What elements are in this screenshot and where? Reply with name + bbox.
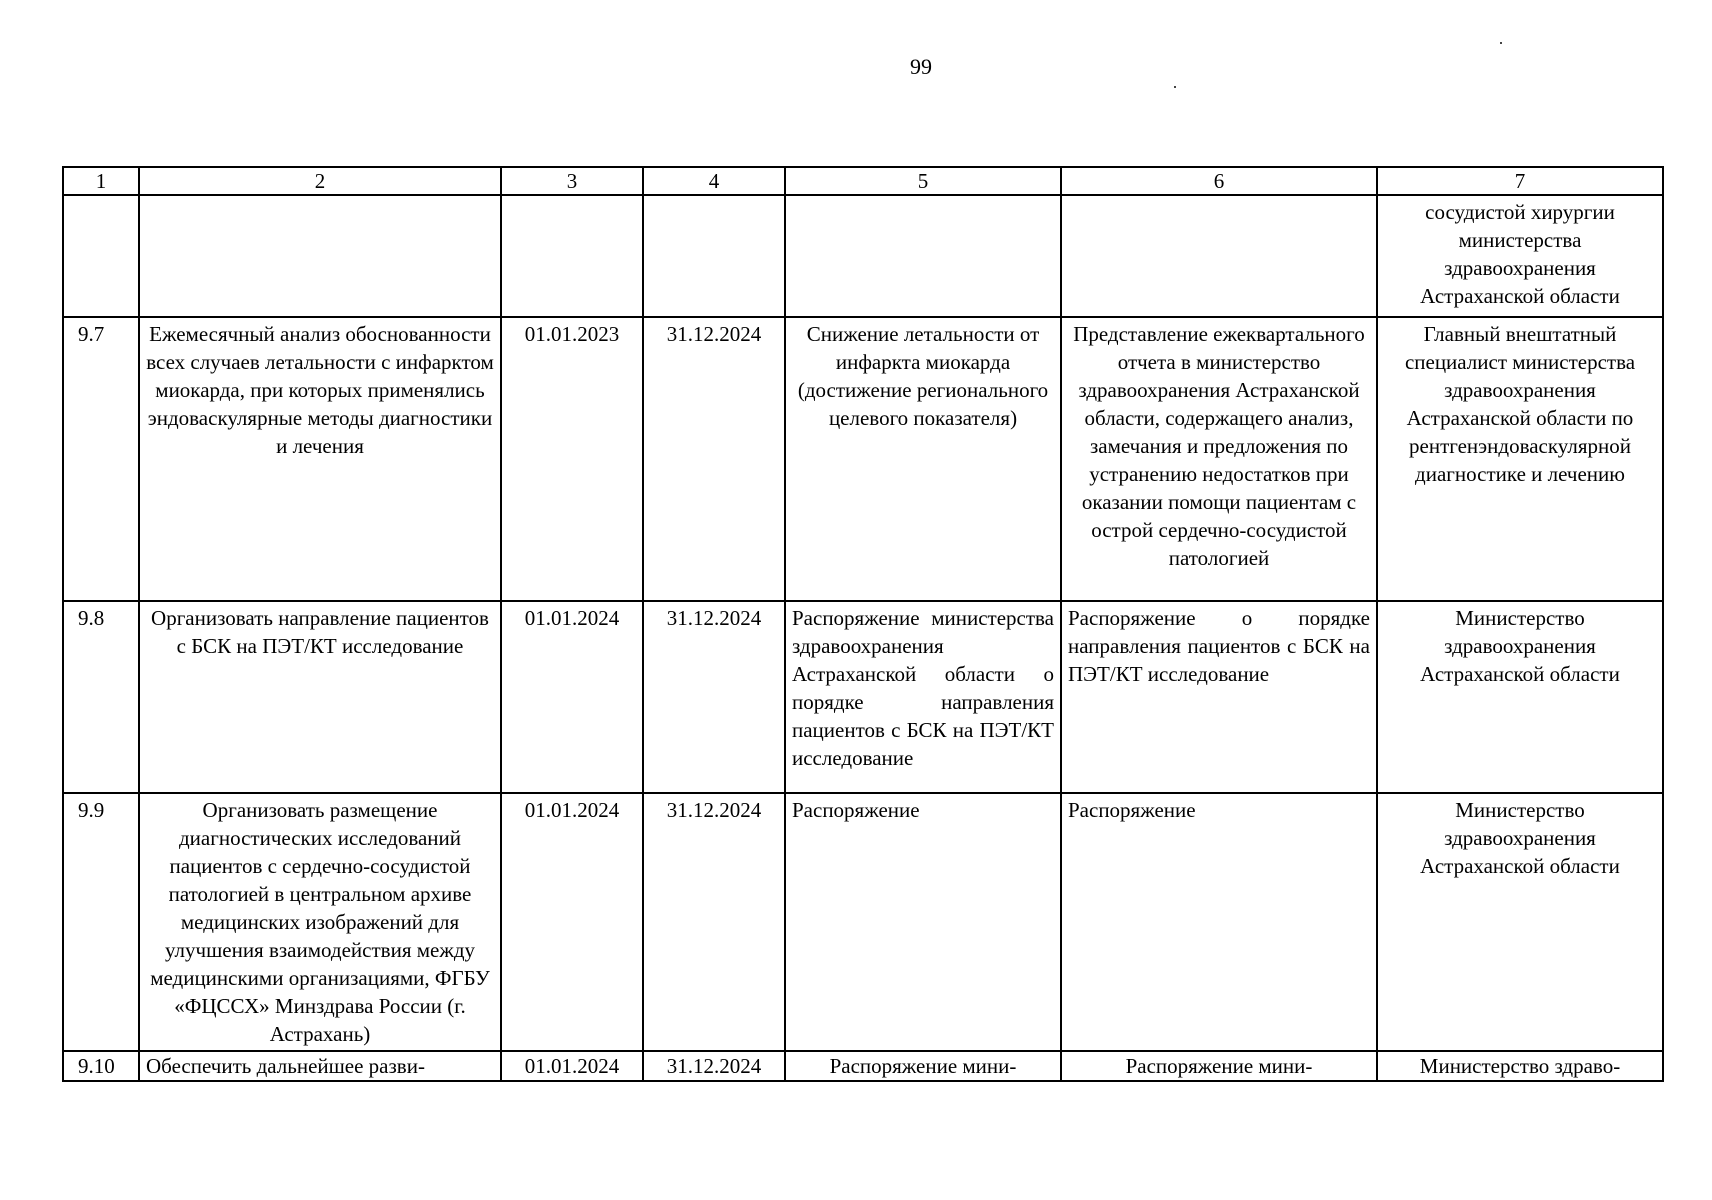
result-cell: Распоряжение: [785, 793, 1061, 1051]
responsible-cell: Главный внештатный специалист министерства здравоохранения Астраханской области по рентгенэндоваскулярной диагностике и лечению: [1377, 317, 1663, 601]
end-date-cell: 31.12.2024: [643, 793, 785, 1051]
empty-cell: [501, 195, 643, 317]
empty-cell: [643, 195, 785, 317]
table-row: [63, 601, 1663, 793]
table-row: [63, 793, 1663, 1051]
column-number-row: [63, 167, 1663, 195]
control-cell: Распоряжение: [1061, 793, 1377, 1051]
column-header-7: 7: [1377, 167, 1663, 195]
end-date-cell: 31.12.2024: [643, 601, 785, 793]
page-number: 99: [910, 54, 932, 79]
start-date-cell: 01.01.2024: [501, 601, 643, 793]
table-row: [63, 1051, 1663, 1081]
continuation-row: [63, 195, 1663, 317]
plan-table: [62, 166, 1664, 1082]
item-number: 9.8: [63, 601, 139, 793]
action-cell: Ежемесячный анализ обоснованности всех случаев летальности с инфарктом миокарда, при которых применялись эндоваскулярные методы диагностики и лечения: [139, 317, 501, 601]
action-cell: Организовать направление пациентов с БСК на ПЭТ/КТ исследование: [139, 601, 501, 793]
result-cell: Снижение летальности от инфаркта миокарда (достижение регионального целевого показателя): [785, 317, 1061, 601]
responsible-cell: сосудистой хирургии министерства здравоохранения Астраханской области: [1377, 195, 1663, 317]
result-cell: Распоряжение министерства здравоохранения Астраханской области о порядке направления пациентов с БСК на ПЭТ/КТ исследование: [785, 601, 1061, 793]
control-cell: Распоряжение мини-: [1061, 1051, 1377, 1081]
empty-cell: [1061, 195, 1377, 317]
item-number: 9.7: [63, 317, 139, 601]
scan-speck: [1174, 86, 1176, 88]
responsible-cell: Министерство здравоохранения Астраханской области: [1377, 793, 1663, 1051]
table-row: [63, 317, 1663, 601]
column-header-1: 1: [63, 167, 139, 195]
responsible-cell: Министерство здраво-: [1377, 1051, 1663, 1081]
empty-cell: [63, 195, 139, 317]
column-header-5: 5: [785, 167, 1061, 195]
column-header-3: 3: [501, 167, 643, 195]
column-header-4: 4: [643, 167, 785, 195]
control-cell: Распоряжение о порядке направления пациентов с БСК на ПЭТ/КТ исследование: [1061, 601, 1377, 793]
end-date-cell: 31.12.2024: [643, 1051, 785, 1081]
start-date-cell: 01.01.2024: [501, 793, 643, 1051]
action-cell: Обеспечить дальнейшее разви-: [139, 1051, 501, 1081]
column-header-2: 2: [139, 167, 501, 195]
action-cell: Организовать размещение диагностических исследований пациентов с сердечно-сосудистой патологией в центральном архиве медицинских изображений для улучшения взаимодействия между медицинскими организациями, ФГБУ «ФЦССХ» Минздрава России (г. Астрахань): [139, 793, 501, 1051]
start-date-cell: 01.01.2023: [501, 317, 643, 601]
item-number: 9.10: [63, 1051, 139, 1081]
end-date-cell: 31.12.2024: [643, 317, 785, 601]
result-cell: Распоряжение мини-: [785, 1051, 1061, 1081]
control-cell: Представление ежеквартального отчета в министерство здравоохранения Астраханской области, содержащего анализ, замечания и предложения по устранению недостатков при оказании помощи пациентам с острой сердечно-сосудистой патологией: [1061, 317, 1377, 601]
item-number: 9.9: [63, 793, 139, 1051]
empty-cell: [139, 195, 501, 317]
column-header-6: 6: [1061, 167, 1377, 195]
scan-speck: [1500, 42, 1502, 44]
responsible-cell: Министерство здравоохранения Астраханской области: [1377, 601, 1663, 793]
start-date-cell: 01.01.2024: [501, 1051, 643, 1081]
empty-cell: [785, 195, 1061, 317]
